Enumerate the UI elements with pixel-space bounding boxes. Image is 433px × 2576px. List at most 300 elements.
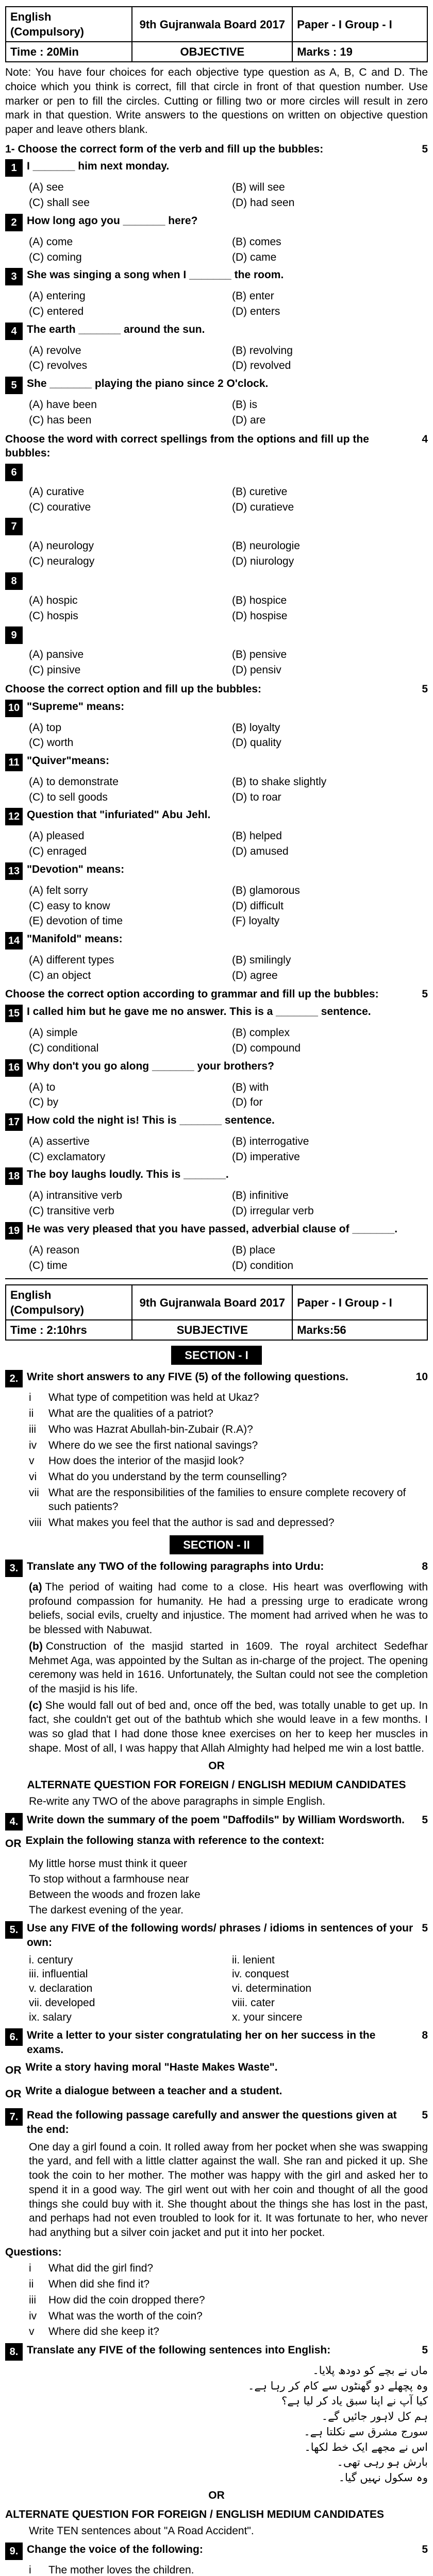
meaning-questions	[5, 700, 428, 984]
option-item: (C) to sell goods	[29, 791, 108, 803]
board-cell: 9th Gujranwala Board 2017	[132, 7, 292, 42]
question-text: "Devotion" means:	[27, 863, 125, 875]
option-item: (D) quality	[232, 737, 281, 749]
item-text: Where do we see the first national savings?	[48, 1439, 258, 1451]
q8-marks: 5	[422, 2344, 428, 2356]
option-item: (D) enters	[232, 306, 280, 317]
word-item: ix. salary	[29, 2011, 72, 2023]
option-item: (A) pleased	[29, 830, 85, 842]
mcq-question	[5, 1059, 428, 1077]
option-item: (C) courative	[29, 501, 91, 513]
option-grid	[29, 883, 428, 929]
board-cell-2: 9th Gujranwala Board 2017	[132, 1285, 292, 1320]
option-item: (F) loyalty	[232, 915, 280, 927]
poem-line: Between the woods and frozen lake	[29, 1888, 201, 1901]
item-text: What makes you feel that the author is sad and depressed?	[48, 1517, 335, 1529]
list-item	[29, 1454, 428, 1468]
q8-urdu-sentences	[5, 2364, 428, 2485]
option-item: (A) see	[29, 181, 64, 194]
q8-number: 8.	[5, 2343, 23, 2361]
grammar-title: Choose the correct option according to grammar and fill up the bubbles:	[5, 988, 379, 1001]
q5-title: Use any FIVE of the following words/ phrases / idioms in sentences of your own:	[27, 1922, 413, 1949]
option-item: (A) hospic	[29, 594, 78, 606]
word-item: vi. determination	[232, 1982, 312, 1995]
option-item: (A) curative	[29, 486, 85, 498]
paragraph-text: She would fall out of bed and, once off the bed, was totally unable to get up. In fact, she couldn't get out of the bathtub which she would leave in a few months. I was so glad that I had done those knee exercises on her to keep her muscles in shape. Most of all, I was happy that Allah Almighty had helped me win a lost battle.	[29, 1699, 428, 1754]
option-item: (B) curetive	[232, 486, 288, 498]
item-text: What was the worth of the coin?	[48, 2310, 203, 2322]
or-label: OR	[208, 1759, 225, 1772]
q7-question-list	[5, 2261, 428, 2339]
option-item: (C) neuralogy	[29, 555, 95, 568]
mcq-question	[5, 808, 428, 825]
question-number: 19	[5, 1222, 23, 1240]
question-text: The boy laughs loudly. This is _______.	[27, 1168, 229, 1181]
verb-questions	[5, 159, 428, 428]
paragraph-label: (b)	[29, 1640, 43, 1652]
marks-cell-2: Marks:56	[292, 1320, 427, 1340]
list-item	[29, 1516, 428, 1530]
item-numeral: i	[29, 2564, 31, 2576]
option-item: (A) felt sorry	[29, 884, 88, 896]
option-item: (C) worth	[29, 737, 74, 749]
option-item: (C) revolves	[29, 360, 88, 372]
option-item: (C) hospis	[29, 609, 78, 622]
word-item: x. your sincere	[232, 2011, 303, 2023]
paragraph-label: (a)	[29, 1581, 42, 1593]
q6-or-text-2: Write a dialogue between a teacher and a student.	[25, 2084, 282, 2097]
option-item: (D) irregular verb	[232, 1205, 314, 1217]
mcq-question	[5, 377, 428, 394]
option-item: (E) devotion of time	[29, 915, 123, 927]
question-text: Why don't you go along _______ your brothers?	[27, 1060, 274, 1072]
question-text: I called him but he gave me no answer. This is a _______ sentence.	[27, 1006, 371, 1018]
option-item: (B) comes	[232, 235, 281, 248]
question-number: 6	[5, 464, 23, 481]
paragraph	[29, 1639, 428, 1697]
option-item: (B) revolving	[232, 344, 293, 357]
q2-marks: 10	[415, 1371, 428, 1383]
option-grid	[29, 953, 428, 983]
word-item: ii. lenient	[232, 1954, 275, 1966]
mcq-question	[5, 754, 428, 771]
option-grid	[29, 1134, 428, 1164]
urdu-sentence: بارش ہو رہی تھی۔	[337, 2456, 428, 2469]
q3-paragraphs	[5, 1580, 428, 1756]
alt-question-title: ALTERNATE QUESTION FOR FOREIGN / ENGLISH MEDIUM CANDIDATES	[27, 1779, 406, 1791]
mcq-question	[5, 1222, 428, 1240]
question-number: 11	[5, 754, 23, 771]
q8-or-text: Write TEN sentences about "A Road Accident".	[29, 2525, 254, 2537]
list-item	[29, 2563, 428, 2576]
q7-number: 7.	[5, 2108, 23, 2126]
q6-or-label: OR	[5, 2064, 22, 2076]
q2-items	[5, 1391, 428, 1530]
option-item: (B) glamorous	[232, 884, 300, 896]
option-item: (B) pensive	[232, 649, 287, 661]
q7-questions-label: Questions:	[5, 2246, 62, 2258]
word-item: i. century	[29, 1954, 73, 1966]
option-item: (C) an object	[29, 969, 91, 981]
question-text: The earth _______ around the sun.	[27, 323, 205, 335]
question-number: 3	[5, 268, 23, 285]
option-grid	[29, 1080, 428, 1110]
q6-number: 6.	[5, 2028, 23, 2046]
item-text: What are the qualities of a patriot?	[48, 1408, 213, 1420]
q4-or-title: Explain the following stanza with reference to the context:	[25, 1834, 325, 1846]
word-item: iii. influential	[29, 1968, 88, 1980]
meaning-section	[5, 682, 428, 984]
mcq-question	[5, 464, 428, 481]
item-numeral: v	[29, 2326, 35, 2338]
item-numeral: vi	[29, 1471, 37, 1483]
q9-section	[5, 2543, 428, 2576]
subject-cell: English (Compulsory)	[6, 7, 132, 42]
option-item: (A) intransitive verb	[29, 1190, 122, 1202]
item-text: What are the responsibilities of the families to ensure complete recovery of such patients?	[48, 1486, 406, 1513]
grammar-questions	[5, 1005, 428, 1273]
poem-stanza	[5, 1857, 428, 1917]
list-item	[29, 1391, 428, 1405]
option-grid	[29, 343, 428, 374]
item-text: What type of competition was held at Ukaz?	[48, 1392, 259, 1404]
q2-number: 2.	[5, 1370, 23, 1387]
item-numeral: iii	[29, 2294, 36, 2306]
urdu-sentence: وہ پچھلے دو گھنٹوں سے کام کر رہا ہے۔	[248, 2379, 428, 2392]
option-item: (A) to demonstrate	[29, 775, 119, 788]
option-item: (B) enter	[232, 290, 274, 302]
option-item: (C) conditional	[29, 1042, 99, 1054]
q4-number: 4.	[5, 1813, 23, 1831]
question-text: "Manifold" means:	[27, 933, 123, 945]
item-numeral: viii	[29, 1517, 42, 1529]
item-numeral: iii	[29, 1423, 36, 1435]
poem-line: The darkest evening of the year.	[29, 1904, 184, 1916]
question-number: 14	[5, 932, 23, 950]
option-grid	[29, 289, 428, 319]
question-text: How cold the night is! This is _______ sentence.	[27, 1114, 275, 1126]
q2-title: Write short answers to any FIVE (5) of the following questions.	[27, 1371, 348, 1383]
list-item	[29, 2325, 428, 2339]
marks-cell: Marks : 19	[292, 42, 427, 62]
option-grid	[29, 484, 428, 515]
question-number: 17	[5, 1113, 23, 1131]
list-item	[29, 2277, 428, 2292]
option-item: (A) revolve	[29, 344, 81, 357]
option-grid	[29, 1025, 428, 1056]
mcq-question	[5, 932, 428, 950]
option-item: (D) had seen	[232, 197, 295, 209]
section-1-banner: SECTION - I	[5, 1346, 428, 1365]
q4-marks: 5	[422, 1814, 428, 1826]
option-grid	[29, 1188, 428, 1218]
spell-marks: 4	[422, 433, 428, 445]
option-item: (B) infinitive	[232, 1190, 289, 1202]
option-item: (A) reason	[29, 1244, 80, 1256]
question-text: She _______ playing the piano since 2 O'clock.	[27, 378, 269, 390]
option-grid	[29, 234, 428, 265]
item-numeral: v	[29, 1455, 35, 1467]
option-item: (A) assertive	[29, 1136, 90, 1147]
option-item: (B) hospice	[232, 594, 287, 606]
question-text: "Quiver"means:	[27, 754, 109, 767]
word-item: vii. developed	[29, 1996, 95, 2009]
item-text: How did the coin dropped there?	[48, 2294, 205, 2306]
question-text: Question that "infuriated" Abu Jehl.	[27, 809, 211, 821]
option-item: (C) by	[29, 1096, 59, 1109]
q8-title: Translate any FIVE of the following sentences into English:	[27, 2344, 331, 2356]
option-item: (C) coming	[29, 251, 82, 263]
option-item: (B) will see	[232, 181, 285, 194]
item-text: What did the girl find?	[48, 2262, 154, 2275]
question-text: He was very pleased that you have passed, adverbial clause of _______.	[27, 1223, 398, 1235]
item-numeral: vii	[29, 1486, 39, 1499]
urdu-sentence: ہم کل لاہور جائیں گے۔	[321, 2410, 428, 2423]
paragraph-text: Construction of the masjid started in 1609. The royal architect Sedefhar Mehmet Aga, was appointed by the Sultan as in-charge of the project. The opening ceremony was held in 1616. Unfortunately, the Sultan could not see the completion of the masjid is his life.	[29, 1640, 428, 1695]
option-grid	[29, 647, 428, 677]
mcq-question	[5, 862, 428, 880]
alt-question-text: Re-write any TWO of the above paragraphs in simple English.	[29, 1795, 326, 1807]
q1-marks: 5	[422, 143, 428, 155]
q6-title: Write a letter to your sister congratulating her on her success in the exams.	[27, 2029, 376, 2056]
list-item	[29, 2261, 428, 2276]
option-item: (C) transitive verb	[29, 1205, 114, 1217]
option-item: (D) amused	[232, 845, 289, 858]
poem-line: To stop without a farmhouse near	[29, 1873, 189, 1886]
option-grid	[29, 180, 428, 210]
urdu-sentence: وہ سکول نہیں گیا۔	[338, 2471, 428, 2484]
option-item: (D) curatieve	[232, 501, 294, 513]
meaning-title: Choose the correct option and fill up the bubbles:	[5, 683, 262, 695]
option-item: (D) for	[232, 1096, 263, 1109]
question-number: 8	[5, 572, 23, 590]
paragraph	[29, 1580, 428, 1637]
divider	[5, 1278, 428, 1279]
paragraph-label: (c)	[29, 1699, 42, 1711]
paragraph	[29, 1699, 428, 1756]
paper-cell-2: Paper - I Group - I	[292, 1285, 427, 1320]
q6-marks: 8	[422, 2029, 428, 2042]
subjective-header	[5, 1284, 428, 1341]
option-item: (B) place	[232, 1244, 276, 1256]
poem-line: My little horse must think it queer	[29, 1858, 187, 1870]
option-grid	[29, 774, 428, 805]
item-text: The mother loves the children.	[48, 2564, 194, 2576]
q5-section	[5, 1921, 428, 2024]
mcq-question	[5, 518, 428, 535]
question-text: How long ago you _______ here?	[27, 214, 198, 227]
option-item: (A) different types	[29, 954, 114, 966]
list-item	[29, 1486, 428, 1514]
grammar-marks: 5	[422, 988, 428, 1001]
option-item: (D) compound	[232, 1042, 301, 1054]
option-item: (D) niurology	[232, 555, 294, 568]
option-grid	[29, 593, 428, 623]
question-number: 18	[5, 1167, 23, 1185]
option-item: (B) neurologie	[232, 540, 300, 552]
list-item	[29, 2293, 428, 2308]
urdu-sentence: سورج مشرق سے نکلتا ہے۔	[304, 2425, 428, 2438]
time-cell: Time : 20Min	[6, 42, 132, 62]
word-item: iv. conquest	[232, 1968, 289, 1980]
mcq-question	[5, 1113, 428, 1131]
q9-title: Change the voice of the following:	[27, 2543, 203, 2555]
section-2-banner: SECTION - II	[5, 1535, 428, 1554]
item-text: Who was Hazrat Abullah-bin-Zubair (R.A)?	[48, 1423, 253, 1435]
mcq-question	[5, 700, 428, 717]
subject-cell-2: English (Compulsory)	[6, 1285, 132, 1320]
option-item: (D) to roar	[232, 791, 281, 803]
option-item: (D) condition	[232, 1259, 294, 1272]
q7-section	[5, 2108, 428, 2339]
option-item: (B) to shake slightly	[232, 775, 327, 788]
q3-title: Translate any TWO of the following paragraphs into Urdu:	[27, 1560, 324, 1572]
word-item: viii. cater	[232, 1996, 275, 2009]
item-numeral: i	[29, 2262, 31, 2275]
grammar-section	[5, 987, 428, 1273]
paragraph-text: The period of waiting had come to a close. His heart was overflowing with profound compassion for humanity. He had a pressing urge to eradicate wrong beliefs, social evils, cruelty and injustice. The moment had arrived when he was to be blessed with Nabuwat.	[29, 1581, 428, 1636]
q4-section	[5, 1813, 428, 1918]
option-item: (D) agree	[232, 969, 278, 981]
option-item: (C) pinsive	[29, 664, 81, 676]
urdu-sentence: اس نے مجھے ایک خط لکھا۔	[304, 2441, 428, 2453]
option-item: (C) entered	[29, 306, 84, 317]
spell-section	[5, 432, 428, 678]
spell-title: Choose the word with correct spellings from the options and fill up the bubbles:	[5, 433, 369, 460]
option-item: (C) easy to know	[29, 900, 110, 912]
question-number: 1	[5, 159, 23, 177]
option-item: (B) interrogative	[232, 1136, 309, 1147]
mcq-question	[5, 572, 428, 590]
q3-marks: 8	[422, 1560, 428, 1572]
question-number: 13	[5, 862, 23, 880]
q9-items	[5, 2563, 428, 2576]
option-grid	[29, 720, 428, 751]
mcq-question	[5, 159, 428, 177]
question-number: 10	[5, 700, 23, 717]
item-numeral: iv	[29, 2310, 37, 2322]
mcq-question	[5, 323, 428, 340]
mcq-question	[5, 268, 428, 285]
q5-marks: 5	[422, 1922, 428, 1935]
item-text: Where did she keep it?	[48, 2326, 159, 2338]
option-item: (D) pensiv	[232, 664, 281, 676]
q1-section	[5, 142, 428, 428]
mcq-question	[5, 1005, 428, 1022]
option-item: (C) enraged	[29, 845, 87, 858]
option-item: (A) neurology	[29, 540, 94, 552]
option-item: (A) come	[29, 235, 73, 248]
list-item	[29, 1470, 428, 1484]
option-item: (D) difficult	[232, 900, 284, 912]
mcq-question	[5, 214, 428, 231]
q4-title: Write down the summary of the poem "Daffodils" by William Wordsworth.	[27, 1814, 405, 1826]
option-grid	[29, 828, 428, 859]
type-cell-2: SUBJECTIVE	[132, 1320, 292, 1340]
question-text: I _______ him next monday.	[27, 160, 170, 173]
objective-header	[5, 6, 428, 62]
option-item: (B) complex	[232, 1027, 290, 1039]
item-text: What do you understand by the term counselling?	[48, 1471, 287, 1483]
option-item: (B) is	[232, 399, 257, 411]
item-numeral: i	[29, 1392, 31, 1404]
option-item: (C) shall see	[29, 197, 90, 209]
option-item: (C) time	[29, 1259, 68, 1272]
option-item: (B) loyalty	[232, 721, 280, 734]
type-cell: OBJECTIVE	[132, 42, 292, 62]
exam-page	[5, 0, 428, 2576]
q8-or-label: OR	[208, 2489, 225, 2501]
option-item: (A) entering	[29, 290, 86, 302]
question-number: 7	[5, 518, 23, 535]
option-item: (D) revolved	[232, 360, 291, 372]
item-numeral: ii	[29, 2278, 34, 2291]
option-grid	[29, 397, 428, 428]
option-item: (B) helped	[232, 830, 282, 842]
spelling-questions	[5, 464, 428, 678]
item-text: When did she find it?	[48, 2278, 150, 2291]
q8-section	[5, 2343, 428, 2538]
q6-or-label-2: OR	[5, 2088, 22, 2100]
question-text: "Supreme" means:	[27, 700, 125, 713]
q5-word-list	[29, 1953, 428, 2025]
option-item: (C) has been	[29, 414, 92, 426]
option-item: (D) came	[232, 251, 277, 263]
q4-or-label: OR	[5, 1837, 22, 1850]
list-item	[29, 1406, 428, 1421]
paper-cell: Paper - I Group - I	[292, 7, 427, 42]
q3-number: 3.	[5, 1560, 23, 1577]
option-grid	[29, 538, 428, 569]
q5-number: 5.	[5, 1921, 23, 1939]
question-number: 2	[5, 214, 23, 231]
question-number: 12	[5, 808, 23, 825]
q2-section	[5, 1370, 428, 1530]
question-number: 16	[5, 1059, 23, 1077]
q7-marks: 5	[422, 2109, 428, 2122]
q3-section	[5, 1560, 428, 1809]
meaning-marks: 5	[422, 683, 428, 695]
list-item	[29, 1422, 428, 1437]
item-text: How does the interior of the masjid look?	[48, 1455, 244, 1467]
option-item: (D) imperative	[232, 1150, 300, 1163]
urdu-sentence: ماں نے بچے کو دودھ پلایا۔	[312, 2364, 428, 2377]
option-item: (D) hospise	[232, 609, 288, 622]
question-number: 4	[5, 323, 23, 340]
question-text: She was singing a song when I _______ the room.	[27, 269, 284, 281]
q6-section	[5, 2028, 428, 2104]
question-number: 9	[5, 626, 23, 644]
option-grid	[29, 1243, 428, 1273]
mcq-question	[5, 1167, 428, 1185]
urdu-sentence: کیا آپ نے اپنا سبق یاد کر لیا ہے؟	[281, 2395, 428, 2408]
option-item: (A) top	[29, 721, 62, 734]
instructions-note: Note: You have four choices for each objective type question as A, B, C and D. The choice which you think is correct, fill that circle in front of that question number. Use marker or pen to fill the circles. Cutting or filling two or more circles will result in zero mark in that question. Write answers to the questions on written on objective question paper and leave others blank.	[5, 66, 428, 135]
option-item: (A) simple	[29, 1027, 78, 1039]
mcq-question	[5, 626, 428, 644]
list-item	[29, 1438, 428, 1453]
q8-or-title: ALTERNATE QUESTION FOR FOREIGN / ENGLISH MEDIUM CANDIDATES	[5, 2509, 384, 2521]
option-item: (C) exclamatory	[29, 1150, 106, 1163]
q9-number: 9.	[5, 2543, 23, 2560]
word-item: v. declaration	[29, 1982, 93, 1995]
option-item: (B) with	[232, 1081, 269, 1093]
q9-marks: 5	[422, 2543, 428, 2555]
option-item: (A) to	[29, 1081, 56, 1093]
time-cell-2: Time : 2:10hrs	[6, 1320, 132, 1340]
q7-passage: One day a girl found a coin. It rolled away from her pocket when she was swapping the yard, and fell with a little clatter against the wall. She ran and picked it up. She took the coin to her mother. The mother was happy with the girl and asked her to spend it in a good way. The girl went out with her coin and thought of all the good things she could buy with it. She thought about the things she has lost in the past, and perhaps had not even troubled to look for it. It was fortunate to her, who never had anything but a silver coin jacket and put it into her pocket.	[29, 2141, 428, 2239]
question-number: 5	[5, 377, 23, 394]
